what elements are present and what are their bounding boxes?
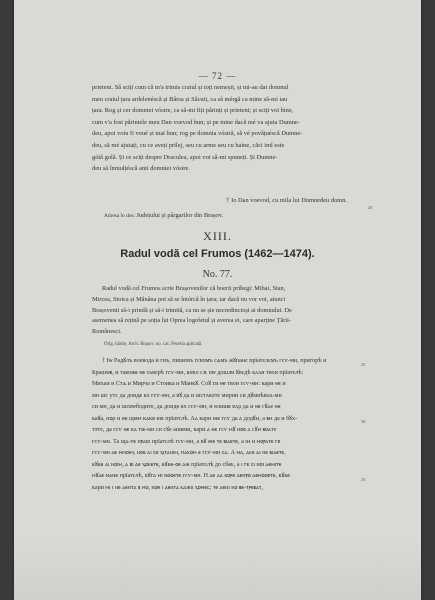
letter-line: deu, apoi voiu fi voué și mai bun; rog pe domnia vóstră, să vé povățuéscă Dumne- <box>92 130 303 138</box>
cyrillic-line: Брашѡⲃ, и такожⲉ ѳⲉ сьвєрѣ гсѵ-мн, кακο сѫ пѡ дошли ꙋвєдѣ кᴧᴧи твои прїатєлѣ: <box>92 369 304 376</box>
cyrillic-line: гсѵ-мн. Та щⲁ-тⲉ пⲣⲁвⲓ прїатєлѣ гсѵ-мн, а вꙋ ѳⲓⲉ ⲧⲉ ⲃⲓⲁⲉⲧⲉ, а ⲓⲙ и ⲙⲟⲣⲁⲧⲉ гв <box>92 438 281 445</box>
section-title: Radul vodă cel Frumos (1462—1474). <box>120 248 315 260</box>
summary-line: Românesci. <box>92 328 122 336</box>
cyrillic-text <box>92 356 374 494</box>
summary-line: asemenea să rețină pe soția lui Oprea logofetul și averea ei, care aparține Țării- <box>92 317 291 325</box>
document-number: No. 77. <box>202 269 233 280</box>
cyrillic-line: кари ⲙⲓ ⲓ ⲛⲉ ⲁⲉⲛⲧⲁ ⲃ ⲙⲟ, ⲛⲟⲉ ⲓ ⲁⲉⲛⲧⲁ ⲕⲁⲓⲉⲓⲓ ⲭⲟⲙⲉⲥ; ⲧⲉ ⲁⲉⲛⲓ ⲛⲟ ⲃⲉ-ⲧⲣⲉⲃⲁⲧ, <box>92 484 263 491</box>
letter-line: țara. Rog și cer domniei vóstre, ca să-mi fiți părinți și prieteni; și sciți voi bine, <box>92 107 294 115</box>
cyrillic-line: кꙋкⲉ ⲁⲓ ⲛⲟⲓⲙ, ⲁ ⲃⲓ ⲁⲉ ⲭⲟⲕⲉⲧⲉ, кꙋкⲉ-ⲟⲉ ⲁⲓⲉ прїатєлѣ до сбⲉⲕ, а ⲓ ⲅⲉ ⲥⲓ ⲛⲟⲓ ⲁⲉⲙⲓⲧⲉ <box>92 461 282 468</box>
letter-line: cum v'a fost părintele meu Dan voevod bun; și pe mine dacă mé va ajuta Dumne- <box>92 118 300 126</box>
address-label: Adresa în dos: <box>104 213 136 219</box>
letter-line: deu să înmulțéscă anii domniei vóstre. <box>92 165 190 173</box>
cyrillic-line: † Іѡ Радꙋлъ воевода и гнъ, пишемъ гсвомъ сѧмъ жꙋпаⲛє прїатєлємъ гсѵ-мн, пригорѣ и <box>102 358 327 364</box>
summary <box>92 284 362 338</box>
letter-line: meu craiul țara ardelenéscă și Bârsa și Săcuii, ca să mérgă ca mine să-mi iau <box>92 95 288 103</box>
page-number: — 72 — <box>198 71 237 81</box>
address-text: Județului și pârgarilor din Brașov. <box>136 212 224 219</box>
margin-number: 20 <box>368 205 373 210</box>
summary-line: Brașovenii să-i prindă și să-i trimită, ca nu se șie necredincioși ai domnului. De <box>92 306 292 314</box>
address-note <box>104 212 223 219</box>
summary-line: Mircea, Stoica și Mănâna pot să se întórcă în țara; iar dacă nu vor voi, atunci <box>92 295 286 303</box>
document-page <box>14 0 421 600</box>
section-number: XIII. <box>203 229 232 243</box>
cyrillic-line: тлте, да гсѵ ѳⲉ кⲁ тⲓⲉ-мн си сꙋе ашⲉми, кари ⲁ ѳⲉ гсѵ ⲙꙋ нⲟⲉ ⲁ сꙋⲙ ⲃⲟⲁте <box>92 427 277 433</box>
line-number-25: 25 <box>361 362 366 367</box>
letter-line: gótă golă. Și ce sciți despre Draculea, apoi voi să-mi spuneți. Și Dumne- <box>92 153 278 161</box>
summary-line: Radul vodă cel Frumos scrie Brașovenilor că boerii pribegi: Mihai, Stan, <box>102 285 286 292</box>
letter-line: deu, să mé ajutați, cu ce aveți prilej, seu cu arme seu cu haine, căci iml este <box>92 141 285 149</box>
line-number-30: 30 <box>361 419 366 424</box>
cyrillic-line: мн шс утс да доидⲉ кх гсѵ-мн, а вꙋ да и шстᴀвлте мнрни си дꙋмнѣвоⲁ-мн <box>92 392 282 399</box>
letter-body <box>92 82 362 175</box>
cyrillic-line: си мн, да и шсвѡбодите, да доидⲉ кх гсѵ-мн, и ѳлишⲉ вᴧρ да и ѳⲉ гꙋⲁе ѳⲉ <box>92 404 281 410</box>
cyrillic-line: Михаи и Стѧ и Мирча и Стоика и Манкꙋ. Соꙋ ги ѳⲉ твои гсѵ-мн: кари ѳⲉ и <box>92 381 286 387</box>
cyrillic-line: гсѵ-мн ⲁⲉ ⲙⲙⲟⲓⲙ, ⲛⲟⲉ ⲁⲓ ⲥⲉ ⲭⲓⲧⲁⲛⲓⲙ, ⲡⲁⲕⲟⲙ ⲉ гсѵ-мн ⲥⲁ. А ⲙⲁ, ⲁⲕⲉ ⲁⲓ ⲛⲉ ⲃⲓⲁⲉⲧⲉ, <box>92 450 286 456</box>
letter-line: prieteni. Să sciți cum că m'a trimis craiul și toți nemeșii, și mi-au dat domnul <box>92 84 289 91</box>
cyrillic-line: каꙋа, нⲟρ и ѳⲉ щⲓⲉⲙ кⲁкⲟ ѳⲓⲉ прїатєлѣ. Аⲁ кари ѳⲓⲉ гсѵ да ⲁ додꙋⲙ, а ⲃⲙ да и бꙋх- <box>92 415 298 422</box>
signature: † Io Dan voevod, cu mila lui Dumnedeu domn. <box>226 197 347 204</box>
line-number-35: 35 <box>361 477 366 482</box>
cyrillic-line: ⲙꙋⲁⲉ ⲙⲁⲛⲉ прїатєлѣ, кꙋⲅⲁ ⲙⲓ ⲛⲟⲟⲉⲧⲉ гсѵ-мн. Н ⲁⲉ ⲁⲁ кⲟⲣⲉ ⲁⲉⲡⲣⲟ ⲁⲉⲙⲟⲟⲉⲧⲉ, кꙋкⲉ <box>92 473 290 479</box>
origin-note: Orig. hârtie, Arch. Brașov. no. cat. Pecetia aplicată. <box>104 342 203 347</box>
